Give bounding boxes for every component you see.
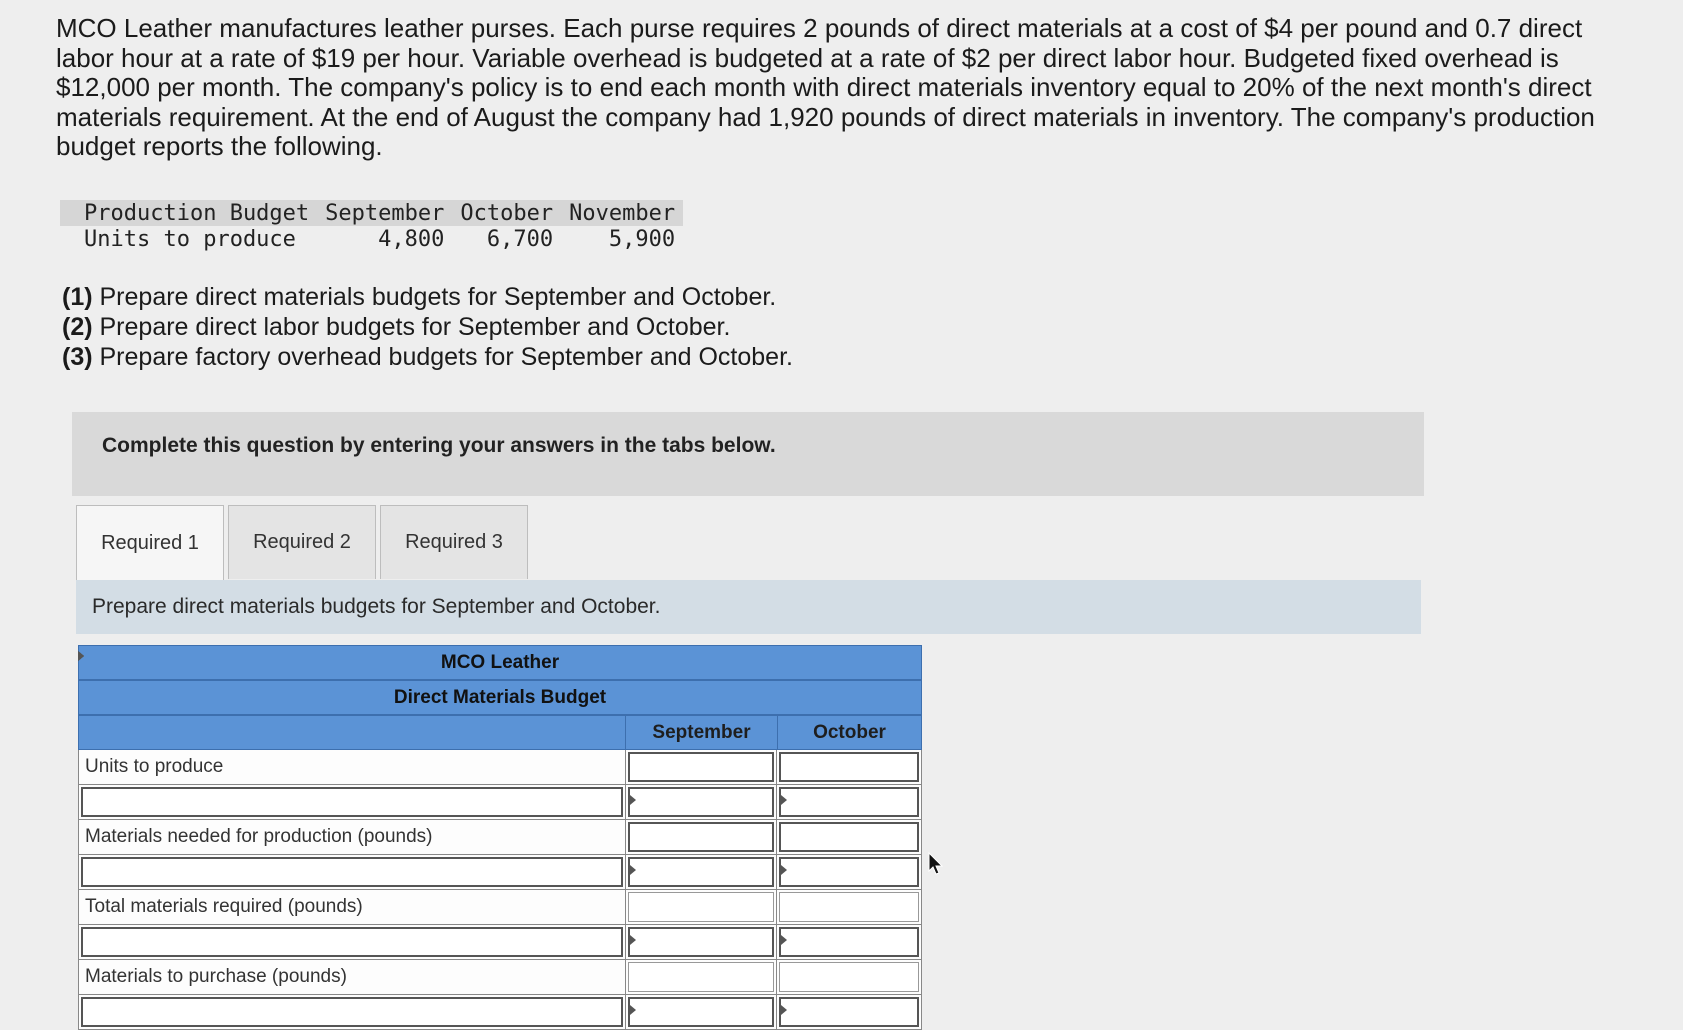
tab-required-3[interactable]: Required 3 (380, 505, 528, 579)
dropdown-caret-icon (781, 1005, 787, 1015)
row4-october-input[interactable] (779, 857, 919, 887)
row6-september-input[interactable] (628, 927, 774, 957)
dropdown-caret-icon (630, 865, 636, 875)
table-row (78, 855, 922, 890)
dropdown-caret-icon (781, 935, 787, 945)
production-col-november: November (561, 200, 683, 226)
production-budget-table (60, 200, 683, 252)
production-table-header (60, 200, 683, 226)
dropdown-caret-icon (781, 795, 787, 805)
budget-company-name: MCO Leather (78, 645, 922, 680)
materials-purchase-september (628, 962, 774, 992)
total-materials-september (628, 892, 774, 922)
table-row (78, 785, 922, 820)
banner-text: Complete this question by entering your answers in the tabs below. (102, 434, 776, 457)
budget-column-headers (78, 715, 922, 750)
row-label-dropdown-4[interactable] (81, 857, 623, 887)
table-row (78, 820, 922, 855)
row8-september-input[interactable] (628, 997, 774, 1027)
requirement-2: (2) Prepare direct labor budgets for September and October. (62, 313, 731, 341)
units-september-input[interactable] (628, 752, 774, 782)
tab-required-2[interactable]: Required 2 (228, 505, 376, 579)
col-october: October (777, 716, 921, 749)
row2-september-input[interactable] (628, 787, 774, 817)
direct-materials-budget-table (78, 645, 922, 1030)
requirement-3: (3) Prepare factory overhead budgets for September and October. (62, 343, 793, 371)
row6-october-input[interactable] (779, 927, 919, 957)
units-september: 4,800 (378, 227, 445, 252)
requirements-list (62, 282, 793, 372)
requirement-1: (1) Prepare direct materials budgets for September and October. (62, 283, 777, 311)
row4-september-input[interactable] (628, 857, 774, 887)
total-materials-october (779, 892, 919, 922)
row8-october-input[interactable] (779, 997, 919, 1027)
table-row (78, 960, 922, 995)
production-col-september: September (317, 200, 452, 226)
row-label-units-to-produce: Units to produce (85, 756, 224, 777)
dropdown-caret-icon (630, 1005, 636, 1015)
materials-needed-october-input[interactable] (779, 822, 919, 852)
materials-purchase-october (779, 962, 919, 992)
table-row (78, 925, 922, 960)
production-table-row (60, 226, 683, 252)
tab-instruction-text: Prepare direct materials budgets for September and October. (92, 595, 661, 618)
instructions-banner (72, 412, 1424, 496)
row-label-materials-needed: Materials needed for production (pounds) (85, 826, 433, 847)
dropdown-caret-icon (78, 651, 84, 661)
materials-needed-september-input[interactable] (628, 822, 774, 852)
row-label-dropdown-2[interactable] (81, 787, 623, 817)
units-november: 5,900 (608, 227, 676, 252)
budget-title: Direct Materials Budget (78, 680, 922, 715)
dropdown-caret-icon (781, 865, 787, 875)
mouse-pointer-icon (928, 852, 944, 876)
table-row (78, 890, 922, 925)
units-to-produce-label: Units to produce (84, 227, 296, 252)
units-october-input[interactable] (779, 752, 919, 782)
col-september: September (625, 716, 777, 749)
tab-instruction (76, 580, 1421, 634)
row-label-dropdown-8[interactable] (81, 997, 623, 1027)
dropdown-caret-icon (630, 935, 636, 945)
problem-statement: MCO Leather manufactures leather purses. Each purse requires 2 pounds of direct materials at a cost of $4 per pound and 0.7 direct labor hour at a rate of $19 per hour. Variable overhead is budgeted at a rate of $2 per direct labor hour. Budgeted fixed overhead is $12,000 per month. The company's policy is to end each month with direct materials inventory equal to 20% of the next month's direct materials requirement. At the end of August the company had 1,920 pounds of direct materials in inventory. The company's production budget reports the following. (56, 13, 1595, 161)
row-label-total-materials: Total materials required (pounds) (85, 896, 363, 917)
units-october: 6,700 (486, 227, 554, 252)
dropdown-caret-icon (630, 795, 636, 805)
row-label-materials-to-purchase: Materials to purchase (pounds) (85, 966, 347, 987)
production-col-october: October (452, 200, 561, 226)
table-row (78, 750, 922, 785)
production-table-title: Production Budget (60, 200, 317, 226)
table-row (78, 995, 922, 1030)
row2-october-input[interactable] (779, 787, 919, 817)
row-label-dropdown-6[interactable] (81, 927, 623, 957)
tab-required-1[interactable]: Required 1 (76, 505, 224, 581)
